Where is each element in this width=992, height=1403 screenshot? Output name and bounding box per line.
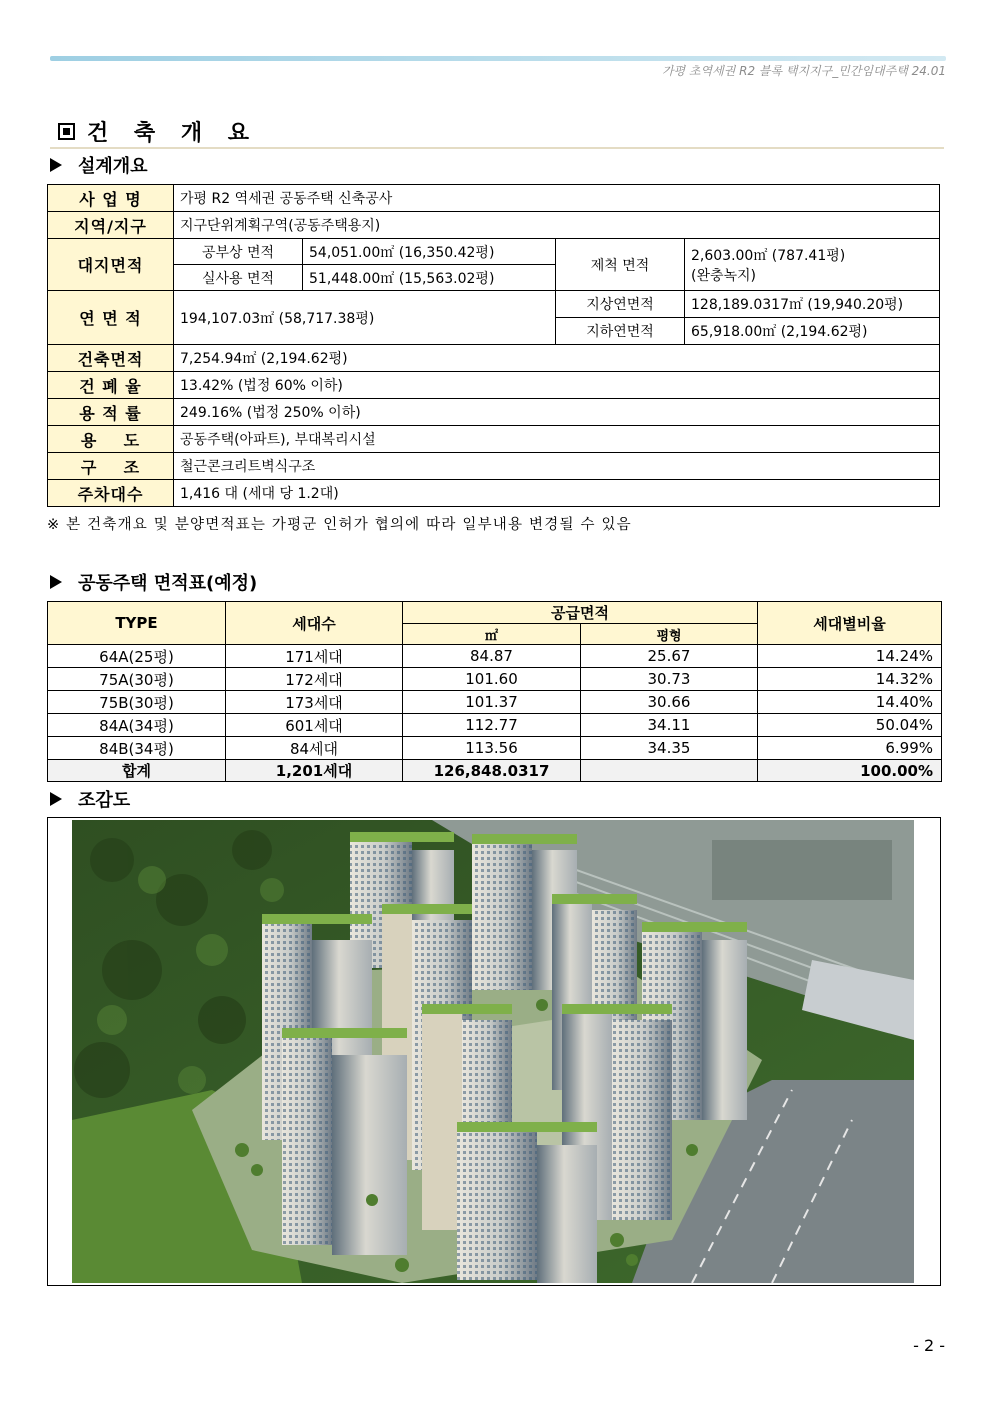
section-design	[50, 152, 148, 178]
table-row	[48, 399, 940, 426]
table-row	[48, 645, 942, 668]
page-title-text: 건 축 개 요	[87, 121, 258, 146]
page-number: - 2 -	[913, 1336, 945, 1355]
row-ratio: 14.32%	[758, 668, 942, 691]
row-pyeong: 34.11	[581, 714, 758, 737]
triangle-bullet-icon	[50, 158, 62, 172]
region-value: 지구단위계획구역(공동주택용지)	[174, 212, 940, 239]
row-ratio: 6.99%	[758, 737, 942, 760]
header-rule	[50, 56, 946, 61]
title-underline	[50, 147, 944, 149]
region-label: 지역/지구	[48, 212, 174, 239]
col-pyeong: 평형	[581, 624, 758, 645]
col-type: TYPE	[48, 602, 226, 645]
row-sqm: 112.77	[403, 714, 581, 737]
row-ratio: 50.04%	[758, 714, 942, 737]
row-pyeong: 25.67	[581, 645, 758, 668]
table-row	[48, 212, 940, 239]
structure-label: 구 조	[48, 453, 174, 480]
row-units: 172세대	[226, 668, 403, 691]
bird-view-rendering	[72, 820, 914, 1283]
parking-label: 주차대수	[48, 480, 174, 507]
row-pyeong: 34.35	[581, 737, 758, 760]
row-ratio: 14.24%	[758, 645, 942, 668]
col-supply: 공급면적	[403, 602, 758, 624]
table-row	[48, 453, 940, 480]
site-nominal-value: 54,051.00㎡ (16,350.42평)	[303, 239, 556, 265]
row-type: 75B(30평)	[48, 691, 226, 714]
row-units: 173세대	[226, 691, 403, 714]
table-row	[48, 737, 942, 760]
total-label: 합계	[48, 760, 226, 782]
table-row	[48, 372, 940, 399]
overview-table	[47, 184, 940, 507]
project-value: 가평 R2 역세권 공동주택 신축공사	[174, 185, 940, 212]
parking-value: 1,416 대 (세대 당 1.2대)	[174, 480, 940, 507]
triangle-bullet-icon	[50, 575, 62, 589]
far-value: 249.16% (법정 250% 이하)	[174, 399, 940, 426]
exclusion-value: 2,603.00㎡ (787.41평)	[691, 247, 846, 264]
section-area-title: 공동주택 면적표(예정)	[78, 573, 258, 594]
row-type: 84A(34평)	[48, 714, 226, 737]
building-area-value: 7,254.94㎡ (2,194.62평)	[174, 345, 940, 372]
section-design-title: 설계개요	[78, 156, 148, 177]
table-row	[48, 239, 940, 265]
table-row	[48, 668, 942, 691]
row-sqm: 113.56	[403, 737, 581, 760]
exclusion-label: 제척 면적	[556, 239, 685, 291]
row-units: 84세대	[226, 737, 403, 760]
above-value: 128,189.0317㎡ (19,940.20평)	[685, 291, 940, 318]
site-actual-value: 51,448.00㎡ (15,563.02평)	[303, 265, 556, 291]
total-pyeong	[581, 760, 758, 782]
above-label: 지상연면적	[556, 291, 685, 318]
row-pyeong: 30.66	[581, 691, 758, 714]
gfa-label: 연 면 적	[48, 291, 174, 345]
row-type: 75A(30평)	[48, 668, 226, 691]
col-units: 세대수	[226, 602, 403, 645]
below-value: 65,918.00㎡ (2,194.62평)	[685, 318, 940, 345]
row-units: 601세대	[226, 714, 403, 737]
section-bird-view	[50, 786, 130, 812]
col-ratio: 세대별비율	[758, 602, 942, 645]
row-sqm: 101.60	[403, 668, 581, 691]
table-row	[48, 480, 940, 507]
project-label: 사 업 명	[48, 185, 174, 212]
coverage-value: 13.42% (법정 60% 이하)	[174, 372, 940, 399]
row-ratio: 14.40%	[758, 691, 942, 714]
table-total-row	[48, 760, 942, 782]
area-table	[47, 601, 942, 782]
total-sqm: 126,848.0317	[403, 760, 581, 782]
far-label: 용 적 률	[48, 399, 174, 426]
row-units: 171세대	[226, 645, 403, 668]
row-sqm: 84.87	[403, 645, 581, 668]
header-note: 가평 초역세권 R2 블록 택지지구_민간임대주택 24.01	[661, 64, 946, 78]
gfa-value: 194,107.03㎡ (58,717.38평)	[174, 291, 556, 345]
row-type: 64A(25평)	[48, 645, 226, 668]
building-area-label: 건축면적	[48, 345, 174, 372]
coverage-label: 건 폐 율	[48, 372, 174, 399]
site-label: 대지면적	[48, 239, 174, 291]
below-label: 지하연면적	[556, 318, 685, 345]
table-row	[48, 345, 940, 372]
bird-view-image-frame	[47, 817, 941, 1286]
disclaimer-note: ※ 본 건축개요 및 분양면적표는 가평군 인허가 협의에 따라 일부내용 변경될 수 있음	[47, 517, 632, 533]
row-pyeong: 30.73	[581, 668, 758, 691]
total-ratio: 100.00%	[758, 760, 942, 782]
use-label: 용 도	[48, 426, 174, 453]
section-area-table	[50, 569, 257, 595]
table-row	[48, 426, 940, 453]
row-type: 84B(34평)	[48, 737, 226, 760]
site-nominal-label: 공부상 면적	[174, 239, 303, 265]
page-title	[58, 116, 258, 147]
section-bird-view-title: 조감도	[78, 790, 131, 811]
use-value: 공동주택(아파트), 부대복리시설	[174, 426, 940, 453]
square-bullet-icon	[58, 123, 75, 140]
table-row	[48, 714, 942, 737]
triangle-bullet-icon	[50, 792, 62, 806]
exclusion-note: (완충녹지)	[691, 267, 757, 284]
table-row	[48, 185, 940, 212]
table-row	[48, 291, 940, 318]
total-units: 1,201세대	[226, 760, 403, 782]
table-header-row	[48, 602, 942, 624]
site-actual-label: 실사용 면적	[174, 265, 303, 291]
row-sqm: 101.37	[403, 691, 581, 714]
table-row	[48, 691, 942, 714]
col-sqm: ㎡	[403, 624, 581, 645]
structure-value: 철근콘크리트벽식구조	[174, 453, 940, 480]
exclusion-cell	[685, 239, 940, 291]
